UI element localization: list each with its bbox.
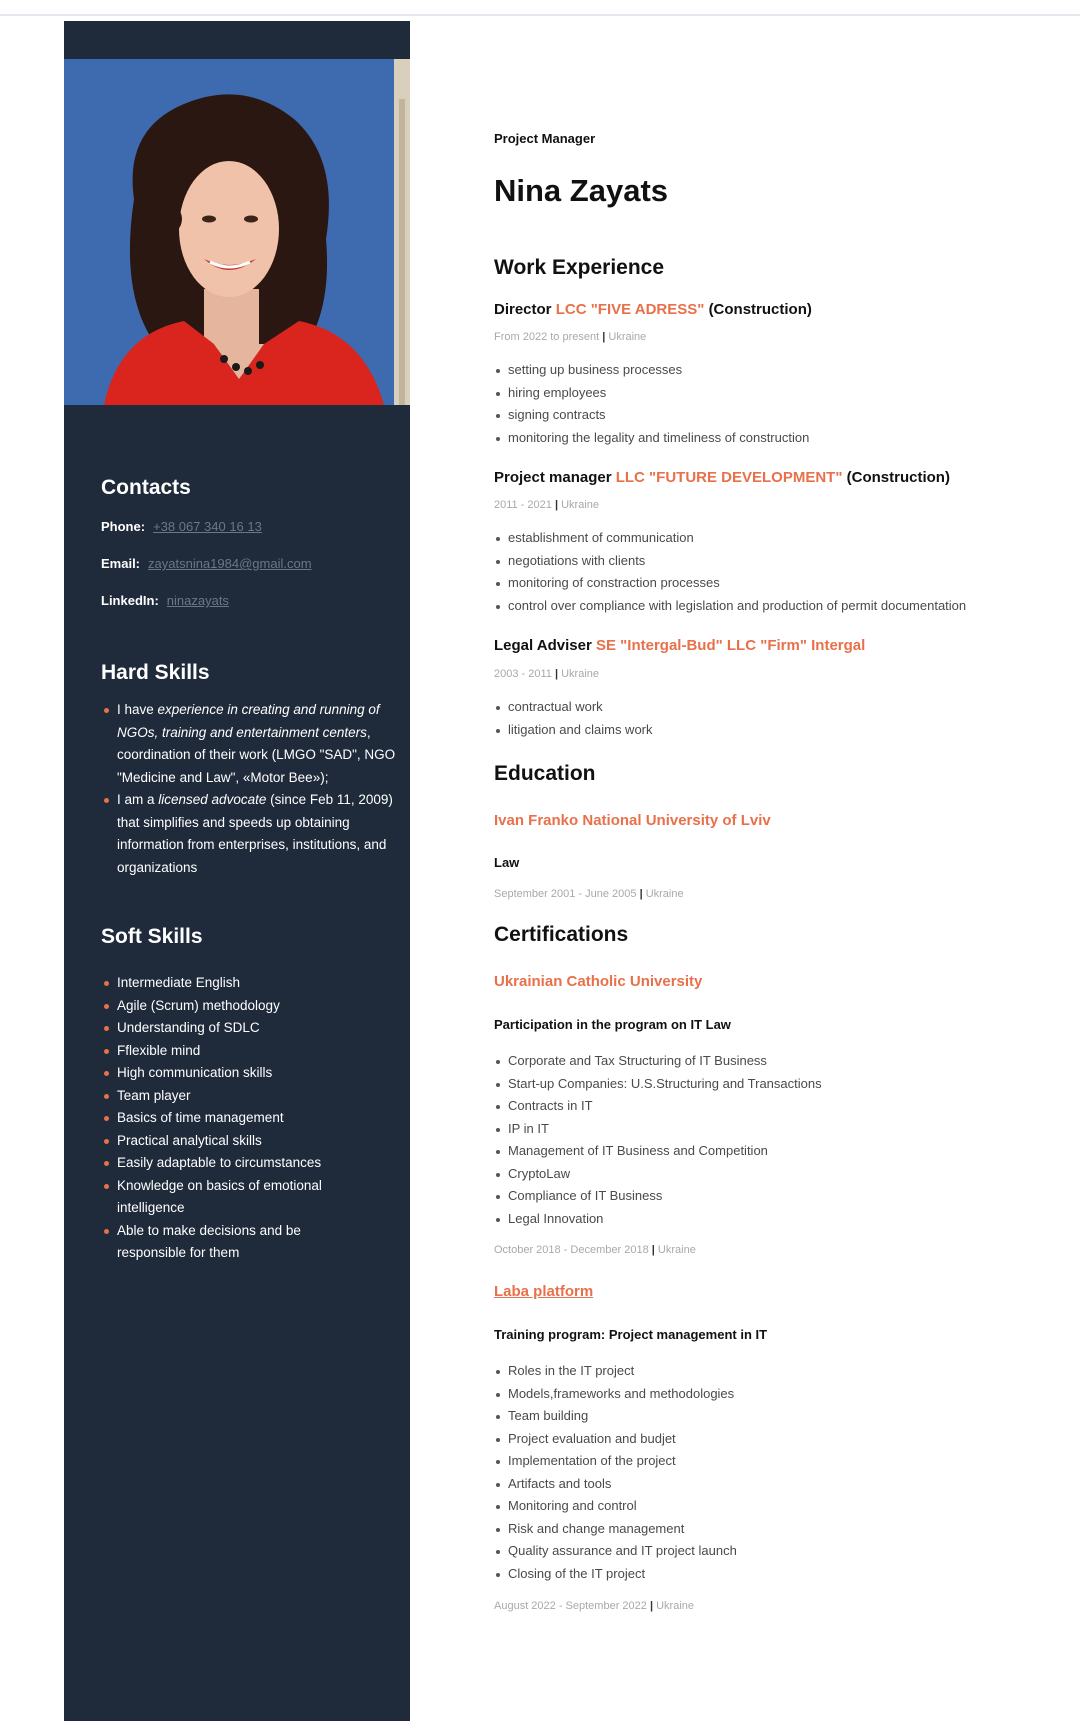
list-item: Team player (101, 1085, 401, 1108)
list-item: establishment of communication (494, 527, 966, 550)
profile-photo (64, 59, 410, 405)
hard-skills-heading: Hard Skills (101, 661, 210, 684)
portrait-illustration (64, 59, 410, 405)
work-experience-heading: Work Experience (494, 256, 665, 279)
list-item: Agile (Scrum) methodology (101, 995, 401, 1018)
list-item: Project evaluation and budjet (494, 1428, 737, 1451)
list-item: Able to make decisions and be responsible for them (101, 1220, 347, 1265)
job-title: Director LCC "FIVE ADRESS" (Construction) (494, 301, 812, 318)
certifications-heading: Certifications (494, 923, 629, 946)
field-of-study: Law (494, 855, 520, 870)
contact-phone (101, 519, 262, 534)
list-item: Legal Innovation (494, 1208, 822, 1231)
list-item: Intermediate English (101, 972, 401, 995)
list-item: Models,frameworks and methodologies (494, 1383, 737, 1406)
cert-org: Ukrainian Catholic University (494, 973, 703, 990)
linkedin-link[interactable]: ninazayats (166, 593, 229, 608)
list-item: monitoring the legality and timeliness of construction (494, 427, 809, 450)
list-item: Team building (494, 1405, 737, 1428)
list-item: Understanding of SDLC (101, 1017, 401, 1040)
contact-label: Email: (101, 556, 141, 571)
company-name: LCC "FIVE ADRESS" (555, 301, 705, 318)
list-item: Knowledge on basics of emotional intelligence (101, 1175, 357, 1220)
list-item: signing contracts (494, 404, 809, 427)
company-name: LLC "FUTURE DEVELOPMENT" (615, 469, 843, 486)
list-item: Roles in the IT project (494, 1360, 737, 1383)
list-item: litigation and claims work (494, 719, 653, 742)
list-item: Compliance of IT Business (494, 1185, 822, 1208)
list-item: control over compliance with legislation and production of permit documentation (494, 595, 966, 618)
soft-skills-list (101, 972, 401, 1265)
cert-meta: August 2022 - September 2022 | Ukraine (494, 1600, 694, 1612)
company-name: SE "Intergal-Bud" LLC "Firm" Intergal (596, 637, 866, 654)
cert-program: Training program: Project management in IT (494, 1327, 768, 1342)
cert-program: Participation in the program on IT Law (494, 1017, 731, 1032)
list-item: Fflexible mind (101, 1040, 401, 1063)
list-item: High communication skills (101, 1062, 401, 1085)
list-item: setting up business processes (494, 359, 809, 382)
list-item: Basics of time management (101, 1107, 401, 1130)
contact-linkedin (101, 593, 229, 608)
soft-skills-heading: Soft Skills (101, 925, 203, 948)
education-meta: September 2001 - June 2005 | Ukraine (494, 888, 684, 900)
contact-email (101, 556, 312, 571)
school-name: Ivan Franko National University of Lviv (494, 812, 771, 829)
list-item: Practical analytical skills (101, 1130, 401, 1153)
email-link[interactable]: zayatsnina1984@gmail.com (148, 556, 312, 571)
job-title: Project manager LLC "FUTURE DEVELOPMENT" (Construction) (494, 469, 950, 486)
cert-topics (494, 1360, 737, 1585)
list-item: IP in IT (494, 1118, 822, 1141)
contact-label: LinkedIn: (101, 593, 159, 608)
hard-skills-list (101, 699, 401, 879)
job-role: Project Manager (494, 131, 596, 146)
list-item: Artifacts and tools (494, 1473, 737, 1496)
list-item: Closing of the IT project (494, 1563, 737, 1586)
list-item: I am a licensed advocate (since Feb 11, 2009) that simplifies and speeds up obtaining information from enterprises, institutions, and organizations (101, 789, 401, 879)
job-title: Legal Adviser SE "Intergal-Bud" LLC "Firm" Intergal (494, 637, 866, 654)
top-divider (0, 14, 1080, 16)
laba-platform-link[interactable]: Laba platform (494, 1283, 594, 1300)
list-item: negotiations with clients (494, 550, 966, 573)
list-item: monitoring of constraction processes (494, 572, 966, 595)
list-item: Monitoring and control (494, 1495, 737, 1518)
list-item: Risk and change management (494, 1518, 737, 1541)
job-meta: From 2022 to present | Ukraine (494, 331, 647, 343)
job-duties (494, 527, 966, 617)
page-title: Nina Zayats (494, 173, 669, 208)
list-item: hiring employees (494, 382, 809, 405)
contact-label: Phone: (101, 519, 146, 534)
cert-meta: October 2018 - December 2018 | Ukraine (494, 1244, 696, 1256)
job-duties (494, 696, 653, 741)
job-meta: 2011 - 2021 | Ukraine (494, 499, 600, 511)
list-item: Implementation of the project (494, 1450, 737, 1473)
cert-topics (494, 1050, 822, 1230)
phone-link[interactable]: +38 067 340 16 13 (153, 519, 262, 534)
list-item: Quality assurance and IT project launch (494, 1540, 737, 1563)
list-item: Contracts in IT (494, 1095, 822, 1118)
list-item: Corporate and Tax Structuring of IT Business (494, 1050, 822, 1073)
list-item: contractual work (494, 696, 653, 719)
list-item: Management of IT Business and Competition (494, 1140, 822, 1163)
list-item: Easily adaptable to circumstances (101, 1152, 401, 1175)
contacts-heading: Contacts (101, 476, 191, 499)
list-item: CryptoLaw (494, 1163, 822, 1186)
job-meta: 2003 - 2011 | Ukraine (494, 668, 600, 680)
list-item: I have experience in creating and running of NGOs, training and entertainment centers, coordination of their work (LMGO "SAD", NGO "Medicine and Law", «Motor Bee»); (101, 699, 401, 789)
job-duties (494, 359, 809, 449)
education-heading: Education (494, 762, 596, 785)
sidebar (64, 21, 410, 1721)
list-item: Start-up Companies: U.S.Structuring and Transactions (494, 1073, 822, 1096)
